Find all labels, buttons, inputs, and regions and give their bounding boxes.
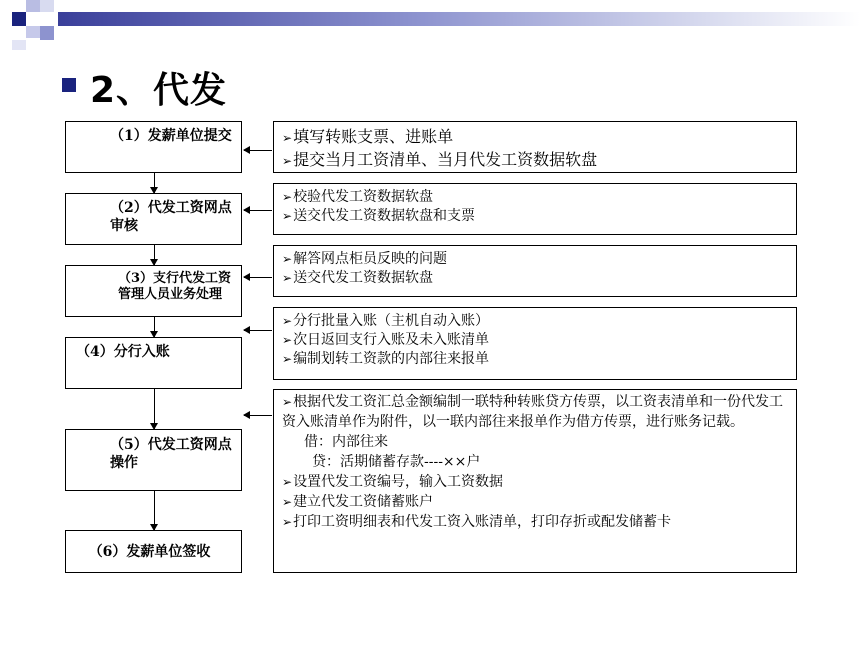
note-item: ➢ 校验代发工资数据软盘 (282, 188, 790, 207)
flow-arrow-down (154, 245, 155, 265)
step-box-1 (65, 121, 242, 173)
flow-arrow-down (154, 389, 155, 429)
note-item: ➢ 建立代发工资储蓄账户 (282, 492, 790, 512)
note-item: ➢ 编制划转工资款的内部往来报单 (282, 350, 790, 369)
debit-entry: 借：内部往来 (304, 434, 388, 450)
flow-arrow-left (244, 415, 272, 416)
step-label: （1）发薪单位提交 (110, 128, 232, 144)
flow-arrow-down (154, 173, 155, 193)
decor-square (26, 0, 40, 12)
step-box-6 (65, 530, 242, 573)
decor-square (40, 26, 54, 40)
note-paragraph: ➢ 根据代发工资汇总金额编制一联特种转账贷方传票，以工资表清单和一份代发工资入账清单作为附件，以一联内部往来报单作为借方传票，进行账务记载。 (282, 392, 790, 432)
flow-arrow-left (244, 330, 272, 331)
decor-square (12, 12, 26, 26)
flow-arrow-left (244, 277, 272, 278)
credit-entry: 贷：活期储蓄存款----××户 (312, 454, 481, 470)
note-item: ➢ 次日返回支行入账及未入账清单 (282, 331, 790, 350)
note-box-3 (273, 245, 797, 297)
step-label: （2）代发工资网点审核 (110, 200, 232, 234)
step-label: （6）发薪单位签收 (88, 543, 211, 560)
note-item: ➢ 送交代发工资数据软盘 (282, 269, 790, 288)
note-item: ➢ 打印工资明细表和代发工资入账清单，打印存折或配发储蓄卡 (282, 512, 790, 532)
note-item: ➢ 解答网点柜员反映的问题 (282, 250, 790, 269)
step-box-4 (65, 337, 242, 389)
decor-square (12, 40, 26, 50)
step-label: （5）代发工资网点操作 (110, 437, 232, 471)
note-item: ➢ 分行批量入账（主机自动入账） (282, 312, 790, 331)
header-gradient-bar (58, 12, 860, 26)
step-label: （3）支行代发工资管理人员业务处理 (118, 271, 232, 302)
flow-arrow-left (244, 150, 272, 151)
note-item: ➢ 设置代发工资编号，输入工资数据 (282, 472, 790, 492)
note-box-1 (273, 121, 797, 173)
title-bullet-icon (62, 78, 76, 92)
note-item: ➢ 填写转账支票、进账单 (282, 126, 790, 149)
step-label: （4）分行入账 (76, 344, 170, 360)
note-item: ➢ 送交代发工资数据软盘和支票 (282, 207, 790, 226)
step-box-5 (65, 429, 242, 491)
note-box-2 (273, 183, 797, 235)
step-box-2 (65, 193, 242, 245)
step-box-3 (65, 265, 242, 317)
decor-square (40, 0, 54, 12)
note-item: ➢ 提交当月工资清单、当月代发工资数据软盘 (282, 149, 790, 172)
note-box-4 (273, 307, 797, 380)
note-box-5 (273, 389, 797, 573)
flow-arrow-left (244, 210, 272, 211)
flow-arrow-down (154, 491, 155, 530)
flow-arrow-down (154, 317, 155, 337)
decor-square (26, 26, 40, 38)
page-title: 2、代发 (90, 70, 228, 111)
